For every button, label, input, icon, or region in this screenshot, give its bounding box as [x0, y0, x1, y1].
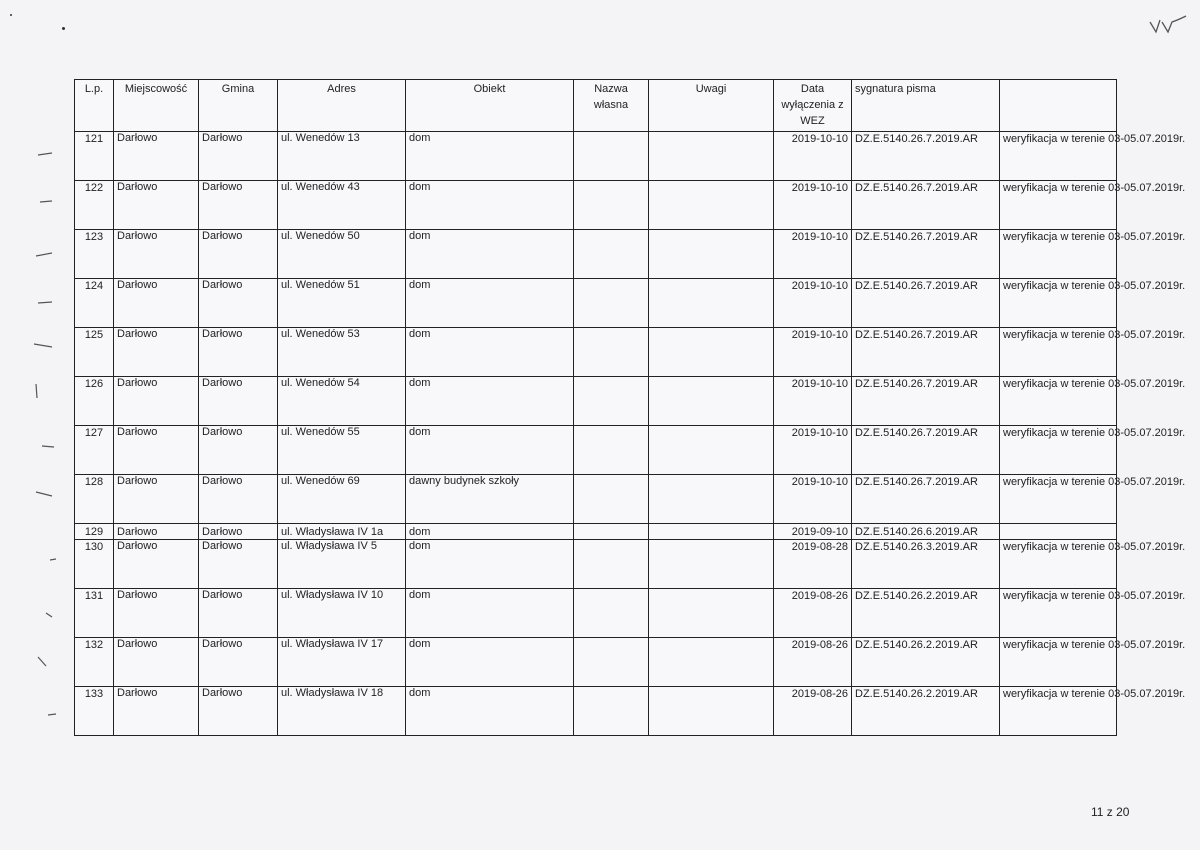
cell-uwagi: [649, 230, 774, 279]
cell-weryfikacja: weryfikacja w terenie 03-05.07.2019r.: [1000, 540, 1117, 589]
table-row: [75, 377, 1117, 426]
cell-weryfikacja: weryfikacja w terenie 03-05.07.2019r.: [1000, 638, 1117, 687]
cell-data-wylaczenia: 2019-10-10: [774, 475, 852, 524]
cell-obiekt: dom: [406, 279, 574, 328]
cell-miejscowosc: Darłowo: [114, 279, 199, 328]
cell-miejscowosc: Darłowo: [114, 132, 199, 181]
cell-uwagi: [649, 328, 774, 377]
cell-weryfikacja: weryfikacja w terenie 03-05.07.2019r.: [1000, 181, 1117, 230]
cell-uwagi: [649, 638, 774, 687]
cell-miejscowosc: Darłowo: [114, 377, 199, 426]
cell-miejscowosc: Darłowo: [114, 540, 199, 589]
cell-nazwa-wlasna: [574, 328, 649, 377]
cell-sygnatura: DZ.E.5140.26.7.2019.AR: [852, 132, 1000, 181]
cell-lp: 121: [75, 132, 114, 181]
cell-data-wylaczenia: 2019-09-10: [774, 524, 852, 540]
cell-lp: 132: [75, 638, 114, 687]
cell-miejscowosc: Darłowo: [114, 181, 199, 230]
cell-weryfikacja: weryfikacja w terenie 03-05.07.2019r.: [1000, 279, 1117, 328]
cell-data-wylaczenia: 2019-10-10: [774, 328, 852, 377]
cell-data-wylaczenia: 2019-08-26: [774, 687, 852, 736]
cell-sygnatura: DZ.E.5140.26.2.2019.AR: [852, 638, 1000, 687]
cell-lp: 133: [75, 687, 114, 736]
header-uwagi: Uwagi: [649, 80, 774, 132]
cell-uwagi: [649, 279, 774, 328]
cell-miejscowosc: Darłowo: [114, 475, 199, 524]
cell-sygnatura: DZ.E.5140.26.7.2019.AR: [852, 328, 1000, 377]
cell-data-wylaczenia: 2019-10-10: [774, 181, 852, 230]
cell-gmina: Darłowo: [199, 687, 278, 736]
table-row: [75, 279, 1117, 328]
cell-nazwa-wlasna: [574, 279, 649, 328]
cell-adres: ul. Wenedów 53: [278, 328, 406, 377]
table-row: [75, 328, 1117, 377]
cell-miejscowosc: Darłowo: [114, 687, 199, 736]
cell-uwagi: [649, 524, 774, 540]
table-row: [75, 687, 1117, 736]
cell-sygnatura: DZ.E.5140.26.7.2019.AR: [852, 377, 1000, 426]
cell-gmina: Darłowo: [199, 377, 278, 426]
cell-gmina: Darłowo: [199, 540, 278, 589]
cell-obiekt: dom: [406, 230, 574, 279]
cell-obiekt: dawny budynek szkoły: [406, 475, 574, 524]
cell-data-wylaczenia: 2019-08-26: [774, 638, 852, 687]
cell-uwagi: [649, 589, 774, 638]
cell-data-wylaczenia: 2019-10-10: [774, 230, 852, 279]
cell-lp: 122: [75, 181, 114, 230]
cell-nazwa-wlasna: [574, 132, 649, 181]
cell-uwagi: [649, 377, 774, 426]
cell-sygnatura: DZ.E.5140.26.7.2019.AR: [852, 181, 1000, 230]
cell-miejscowosc: Darłowo: [114, 230, 199, 279]
wez-exclusion-table: [74, 79, 1186, 736]
cell-lp: 126: [75, 377, 114, 426]
cell-uwagi: [649, 181, 774, 230]
cell-uwagi: [649, 475, 774, 524]
cell-obiekt: dom: [406, 540, 574, 589]
header-nazwa-wlasna: Nazwa własna: [574, 80, 649, 132]
cell-nazwa-wlasna: [574, 589, 649, 638]
cell-sygnatura: DZ.E.5140.26.3.2019.AR: [852, 540, 1000, 589]
cell-obiekt: dom: [406, 328, 574, 377]
cell-weryfikacja: [1000, 524, 1117, 540]
cell-gmina: Darłowo: [199, 230, 278, 279]
header-gmina: Gmina: [199, 80, 278, 132]
cell-miejscowosc: Darłowo: [114, 589, 199, 638]
cell-sygnatura: DZ.E.5140.26.6.2019.AR: [852, 524, 1000, 540]
cell-sygnatura: DZ.E.5140.26.7.2019.AR: [852, 426, 1000, 475]
cell-lp: 124: [75, 279, 114, 328]
cell-weryfikacja: weryfikacja w terenie 03-05.07.2019r.: [1000, 377, 1117, 426]
header-extra: [1000, 80, 1117, 132]
handwritten-initials-icon: [1146, 10, 1190, 38]
cell-data-wylaczenia: 2019-10-10: [774, 132, 852, 181]
cell-gmina: Darłowo: [199, 132, 278, 181]
cell-adres: ul. Wenedów 51: [278, 279, 406, 328]
header-adres: Adres: [278, 80, 406, 132]
cell-nazwa-wlasna: [574, 540, 649, 589]
cell-weryfikacja: weryfikacja w terenie 03-05.07.2019r.: [1000, 328, 1117, 377]
cell-adres: ul. Wenedów 43: [278, 181, 406, 230]
cell-nazwa-wlasna: [574, 687, 649, 736]
cell-lp: 128: [75, 475, 114, 524]
cell-gmina: Darłowo: [199, 181, 278, 230]
cell-obiekt: dom: [406, 181, 574, 230]
cell-obiekt: dom: [406, 426, 574, 475]
cell-lp: 125: [75, 328, 114, 377]
table-row: [75, 181, 1117, 230]
cell-gmina: Darłowo: [199, 475, 278, 524]
cell-nazwa-wlasna: [574, 524, 649, 540]
cell-lp: 129: [75, 524, 114, 540]
table-row: [75, 230, 1117, 279]
cell-adres: ul. Władysława IV 5: [278, 540, 406, 589]
table-header-row: [75, 80, 1117, 132]
table-row: [75, 475, 1117, 524]
cell-nazwa-wlasna: [574, 230, 649, 279]
cell-uwagi: [649, 132, 774, 181]
cell-weryfikacja: weryfikacja w terenie 03-05.07.2019r.: [1000, 426, 1117, 475]
cell-sygnatura: DZ.E.5140.26.7.2019.AR: [852, 230, 1000, 279]
cell-weryfikacja: weryfikacja w terenie 03-05.07.2019r.: [1000, 687, 1117, 736]
cell-gmina: Darłowo: [199, 426, 278, 475]
table-row: [75, 426, 1117, 475]
table-row: [75, 638, 1117, 687]
cell-data-wylaczenia: 2019-10-10: [774, 377, 852, 426]
cell-adres: ul. Wenedów 54: [278, 377, 406, 426]
cell-obiekt: dom: [406, 377, 574, 426]
header-lp: L.p.: [75, 80, 114, 132]
cell-obiekt: dom: [406, 638, 574, 687]
table-row: [75, 589, 1117, 638]
cell-data-wylaczenia: 2019-10-10: [774, 279, 852, 328]
table-row: [75, 132, 1117, 181]
cell-weryfikacja: weryfikacja w terenie 03-05.07.2019r.: [1000, 132, 1117, 181]
cell-sygnatura: DZ.E.5140.26.2.2019.AR: [852, 589, 1000, 638]
cell-miejscowosc: Darłowo: [114, 524, 199, 540]
cell-weryfikacja: weryfikacja w terenie 03-05.07.2019r.: [1000, 475, 1117, 524]
cell-adres: ul. Wenedów 69: [278, 475, 406, 524]
cell-adres: ul. Wenedów 55: [278, 426, 406, 475]
cell-data-wylaczenia: 2019-10-10: [774, 426, 852, 475]
cell-lp: 127: [75, 426, 114, 475]
cell-adres: ul. Władysława IV 1a: [278, 524, 406, 540]
cell-sygnatura: DZ.E.5140.26.7.2019.AR: [852, 279, 1000, 328]
cell-data-wylaczenia: 2019-08-28: [774, 540, 852, 589]
cell-nazwa-wlasna: [574, 638, 649, 687]
cell-uwagi: [649, 540, 774, 589]
cell-obiekt: dom: [406, 524, 574, 540]
page-number: 11 z 20: [1091, 805, 1130, 819]
table-row: [75, 540, 1117, 589]
cell-uwagi: [649, 687, 774, 736]
cell-sygnatura: DZ.E.5140.26.7.2019.AR: [852, 475, 1000, 524]
cell-adres: ul. Wenedów 50: [278, 230, 406, 279]
header-obiekt: Obiekt: [406, 80, 574, 132]
cell-obiekt: dom: [406, 687, 574, 736]
cell-weryfikacja: weryfikacja w terenie 03-05.07.2019r.: [1000, 230, 1117, 279]
cell-obiekt: dom: [406, 132, 574, 181]
cell-adres: ul. Władysława IV 18: [278, 687, 406, 736]
cell-weryfikacja: weryfikacja w terenie 03-05.07.2019r.: [1000, 589, 1117, 638]
cell-miejscowosc: Darłowo: [114, 426, 199, 475]
table-row: [75, 524, 1117, 540]
margin-check-marks: [0, 0, 80, 850]
cell-lp: 130: [75, 540, 114, 589]
cell-data-wylaczenia: 2019-08-26: [774, 589, 852, 638]
cell-gmina: Darłowo: [199, 328, 278, 377]
cell-miejscowosc: Darłowo: [114, 328, 199, 377]
cell-uwagi: [649, 426, 774, 475]
cell-adres: ul. Władysława IV 17: [278, 638, 406, 687]
header-data-wylaczenia: Data wyłączenia z WEZ: [774, 80, 852, 132]
cell-gmina: Darłowo: [199, 638, 278, 687]
cell-gmina: Darłowo: [199, 279, 278, 328]
header-miejscowosc: Miejscowość: [114, 80, 199, 132]
header-sygnatura-pisma: sygnatura pisma: [852, 80, 1000, 132]
cell-nazwa-wlasna: [574, 426, 649, 475]
cell-gmina: Darłowo: [199, 524, 278, 540]
cell-adres: ul. Wenedów 13: [278, 132, 406, 181]
cell-gmina: Darłowo: [199, 589, 278, 638]
cell-nazwa-wlasna: [574, 377, 649, 426]
cell-sygnatura: DZ.E.5140.26.2.2019.AR: [852, 687, 1000, 736]
cell-adres: ul. Władysława IV 10: [278, 589, 406, 638]
cell-miejscowosc: Darłowo: [114, 638, 199, 687]
cell-nazwa-wlasna: [574, 475, 649, 524]
cell-nazwa-wlasna: [574, 181, 649, 230]
cell-obiekt: dom: [406, 589, 574, 638]
cell-lp: 131: [75, 589, 114, 638]
cell-lp: 123: [75, 230, 114, 279]
